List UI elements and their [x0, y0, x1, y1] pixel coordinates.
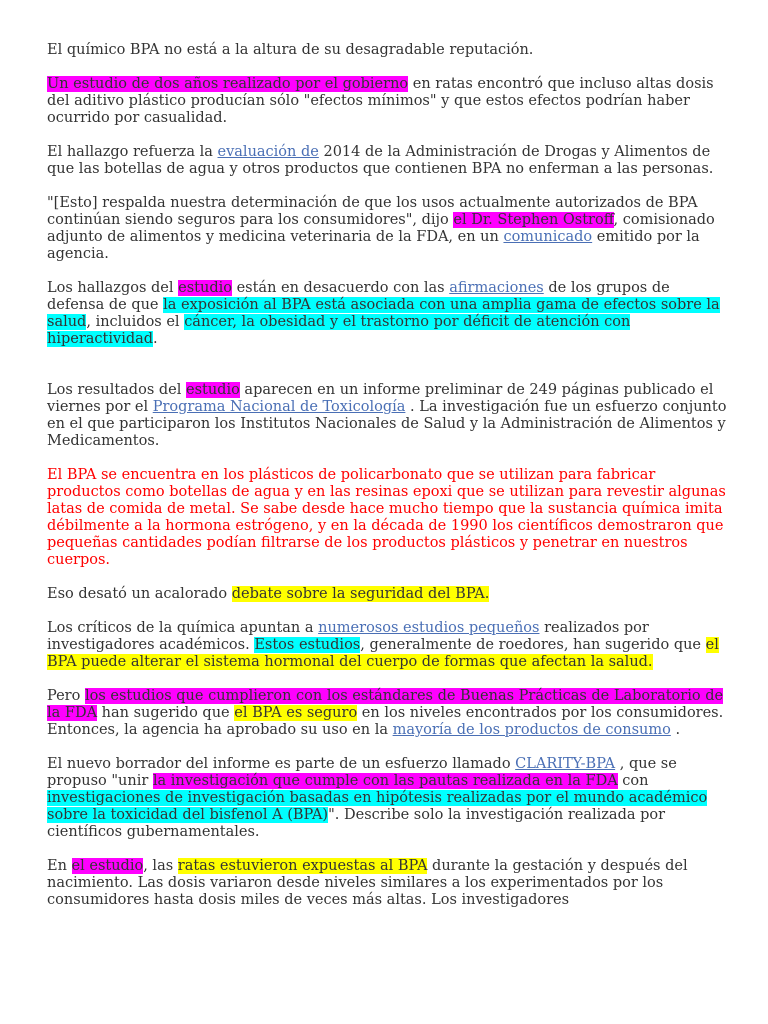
highlighted-text: cáncer, la obesidad y el trastorno por déficit de atención con hiperactividad — [47, 314, 631, 347]
text-run: Los críticos de la química apuntan a — [47, 620, 319, 636]
highlighted-text: los estudios que cumplieron con los estándares de Buenas Prácticas de Laboratorio de la FDA — [47, 688, 724, 721]
hyperlink[interactable]: Programa Nacional de Toxicología — [152, 399, 406, 415]
text-run: , las — [143, 858, 178, 874]
text-run: En — [47, 858, 72, 874]
paragraph — [47, 756, 727, 841]
text-run: El químico BPA no está a la altura de su desagradable reputación. — [47, 42, 534, 58]
paragraph — [47, 144, 727, 178]
paragraph — [47, 76, 727, 127]
text-run: Pero — [47, 688, 85, 704]
text-run: de los grupos de defensa de que — [47, 280, 670, 313]
paragraph — [47, 42, 727, 59]
highlighted-text: debate sobre la seguridad del BPA. — [231, 586, 490, 602]
highlighted-text: Estos estudios — [254, 637, 361, 653]
text-run: , generalmente de roedores, han sugerido que — [360, 637, 706, 653]
text-run: Los resultados del — [47, 382, 186, 398]
highlighted-text: ratas estuvieron expuestas al BPA — [177, 858, 428, 874]
text-run: aparecen en un informe preliminar de 249 páginas publicado el viernes por el — [47, 382, 714, 415]
text-run: , incluidos el — [86, 314, 185, 330]
text-run: . — [670, 722, 681, 738]
text-run: El nuevo borrador del informe es parte de un esfuerzo llamado — [47, 756, 516, 772]
hyperlink[interactable]: CLARITY-BPA — [515, 756, 616, 772]
text-run: en los niveles encontrados por los consumidores. Entonces, la agencia ha aprobado su uso en la — [47, 705, 724, 738]
paragraph — [47, 620, 727, 671]
paragraph — [47, 858, 727, 909]
highlighted-text: estudio — [178, 280, 232, 296]
text-run: Eso desató un acalorado — [47, 586, 232, 602]
text-run: con — [617, 773, 649, 789]
highlighted-text: la investigación que cumple con las pautas realizada en la FDA — [152, 773, 618, 789]
paragraph — [47, 586, 727, 603]
text-run: realizados por investigadores académicos. — [47, 620, 649, 653]
highlighted-text: el estudio — [71, 858, 144, 874]
paragraph — [47, 467, 727, 569]
highlighted-text: estudio — [185, 382, 240, 398]
highlighted-text: el Dr. Stephen Ostroff — [453, 212, 614, 228]
highlighted-text: Un estudio de dos años realizado por el gobierno — [47, 76, 409, 92]
text-run: . — [153, 331, 158, 347]
hyperlink[interactable]: numerosos estudios pequeños — [318, 620, 540, 636]
text-run: "[Esto] respalda nuestra determinación de que los usos actualmente autorizados de BPA continúan siendo seguros para los consumidores", dijo — [47, 195, 698, 228]
text-run: Los hallazgos del — [47, 280, 179, 296]
hyperlink[interactable]: evaluación de — [217, 144, 319, 160]
document-body — [47, 42, 727, 926]
highlighted-text: el BPA puede alterar el sistema hormonal del cuerpo de formas que afectan la salud. — [47, 637, 719, 670]
text-run: , comisionado adjunto de alimentos y medicina veterinaria de la FDA, en un — [47, 212, 715, 245]
text-run: han sugerido que — [97, 705, 235, 721]
text-run: durante la gestación y después del nacimiento. Las dosis variaron desde niveles similares a los experimentados por los consumidores hasta dosis miles de veces más altas. Los investigadores — [47, 858, 688, 908]
paragraph — [47, 382, 727, 450]
text-run: están en desacuerdo con las — [231, 280, 450, 296]
paragraph — [47, 280, 727, 348]
highlighted-text: investigaciones de investigación basadas en hipótesis realizadas por el mundo académico sobre la toxicidad del bisfenol A (BPA) — [47, 790, 708, 823]
text-run: en ratas encontró que incluso altas dosis del aditivo plástico producían sólo "efectos mínimos" y que estos efectos podrían haber ocurrido por casualidad. — [47, 76, 714, 126]
text-run: ". Describe solo la investigación realizada por científicos gubernamentales. — [47, 807, 666, 840]
highlighted-text: la exposición al BPA está asociada con una amplia gama de efectos sobre la salud — [47, 297, 720, 330]
text-run: , que se propuso "unir — [47, 756, 677, 789]
text-run: . La investigación fue un esfuerzo conjunto en el que participaron los Institutos Nacionales de Salud y la Administración de Alimentos y Medicamentos. — [47, 399, 727, 449]
paragraph — [47, 195, 727, 263]
text-run: 2014 de la Administración de Drogas y Alimentos de que las botellas de agua y otros productos que contienen BPA no enferman a las personas. — [47, 144, 714, 177]
paragraph — [47, 688, 727, 739]
text-run: emitido por la agencia. — [47, 229, 700, 262]
hyperlink[interactable]: afirmaciones — [449, 280, 544, 296]
hyperlink[interactable]: mayoría de los productos de consumo — [392, 722, 671, 738]
text-run: El hallazgo refuerza la — [47, 144, 218, 160]
highlighted-text: el BPA es seguro — [234, 705, 358, 721]
hyperlink[interactable]: comunicado — [503, 229, 593, 245]
text-run: El BPA se encuentra en los plásticos de policarbonato que se utilizan para fabricar productos como botellas de agua y en las resinas epoxi que se utilizan para revestir algunas latas de comida de metal. Se sabe desde hace mucho tiempo que la sustancia química imita débilmente a la hormona estrógeno, y en la década de 1990 los científicos demostraron que pequeñas cantidades podían filtrarse de los productos plásticos y penetrar en nuestros cuerpos. — [47, 467, 726, 568]
